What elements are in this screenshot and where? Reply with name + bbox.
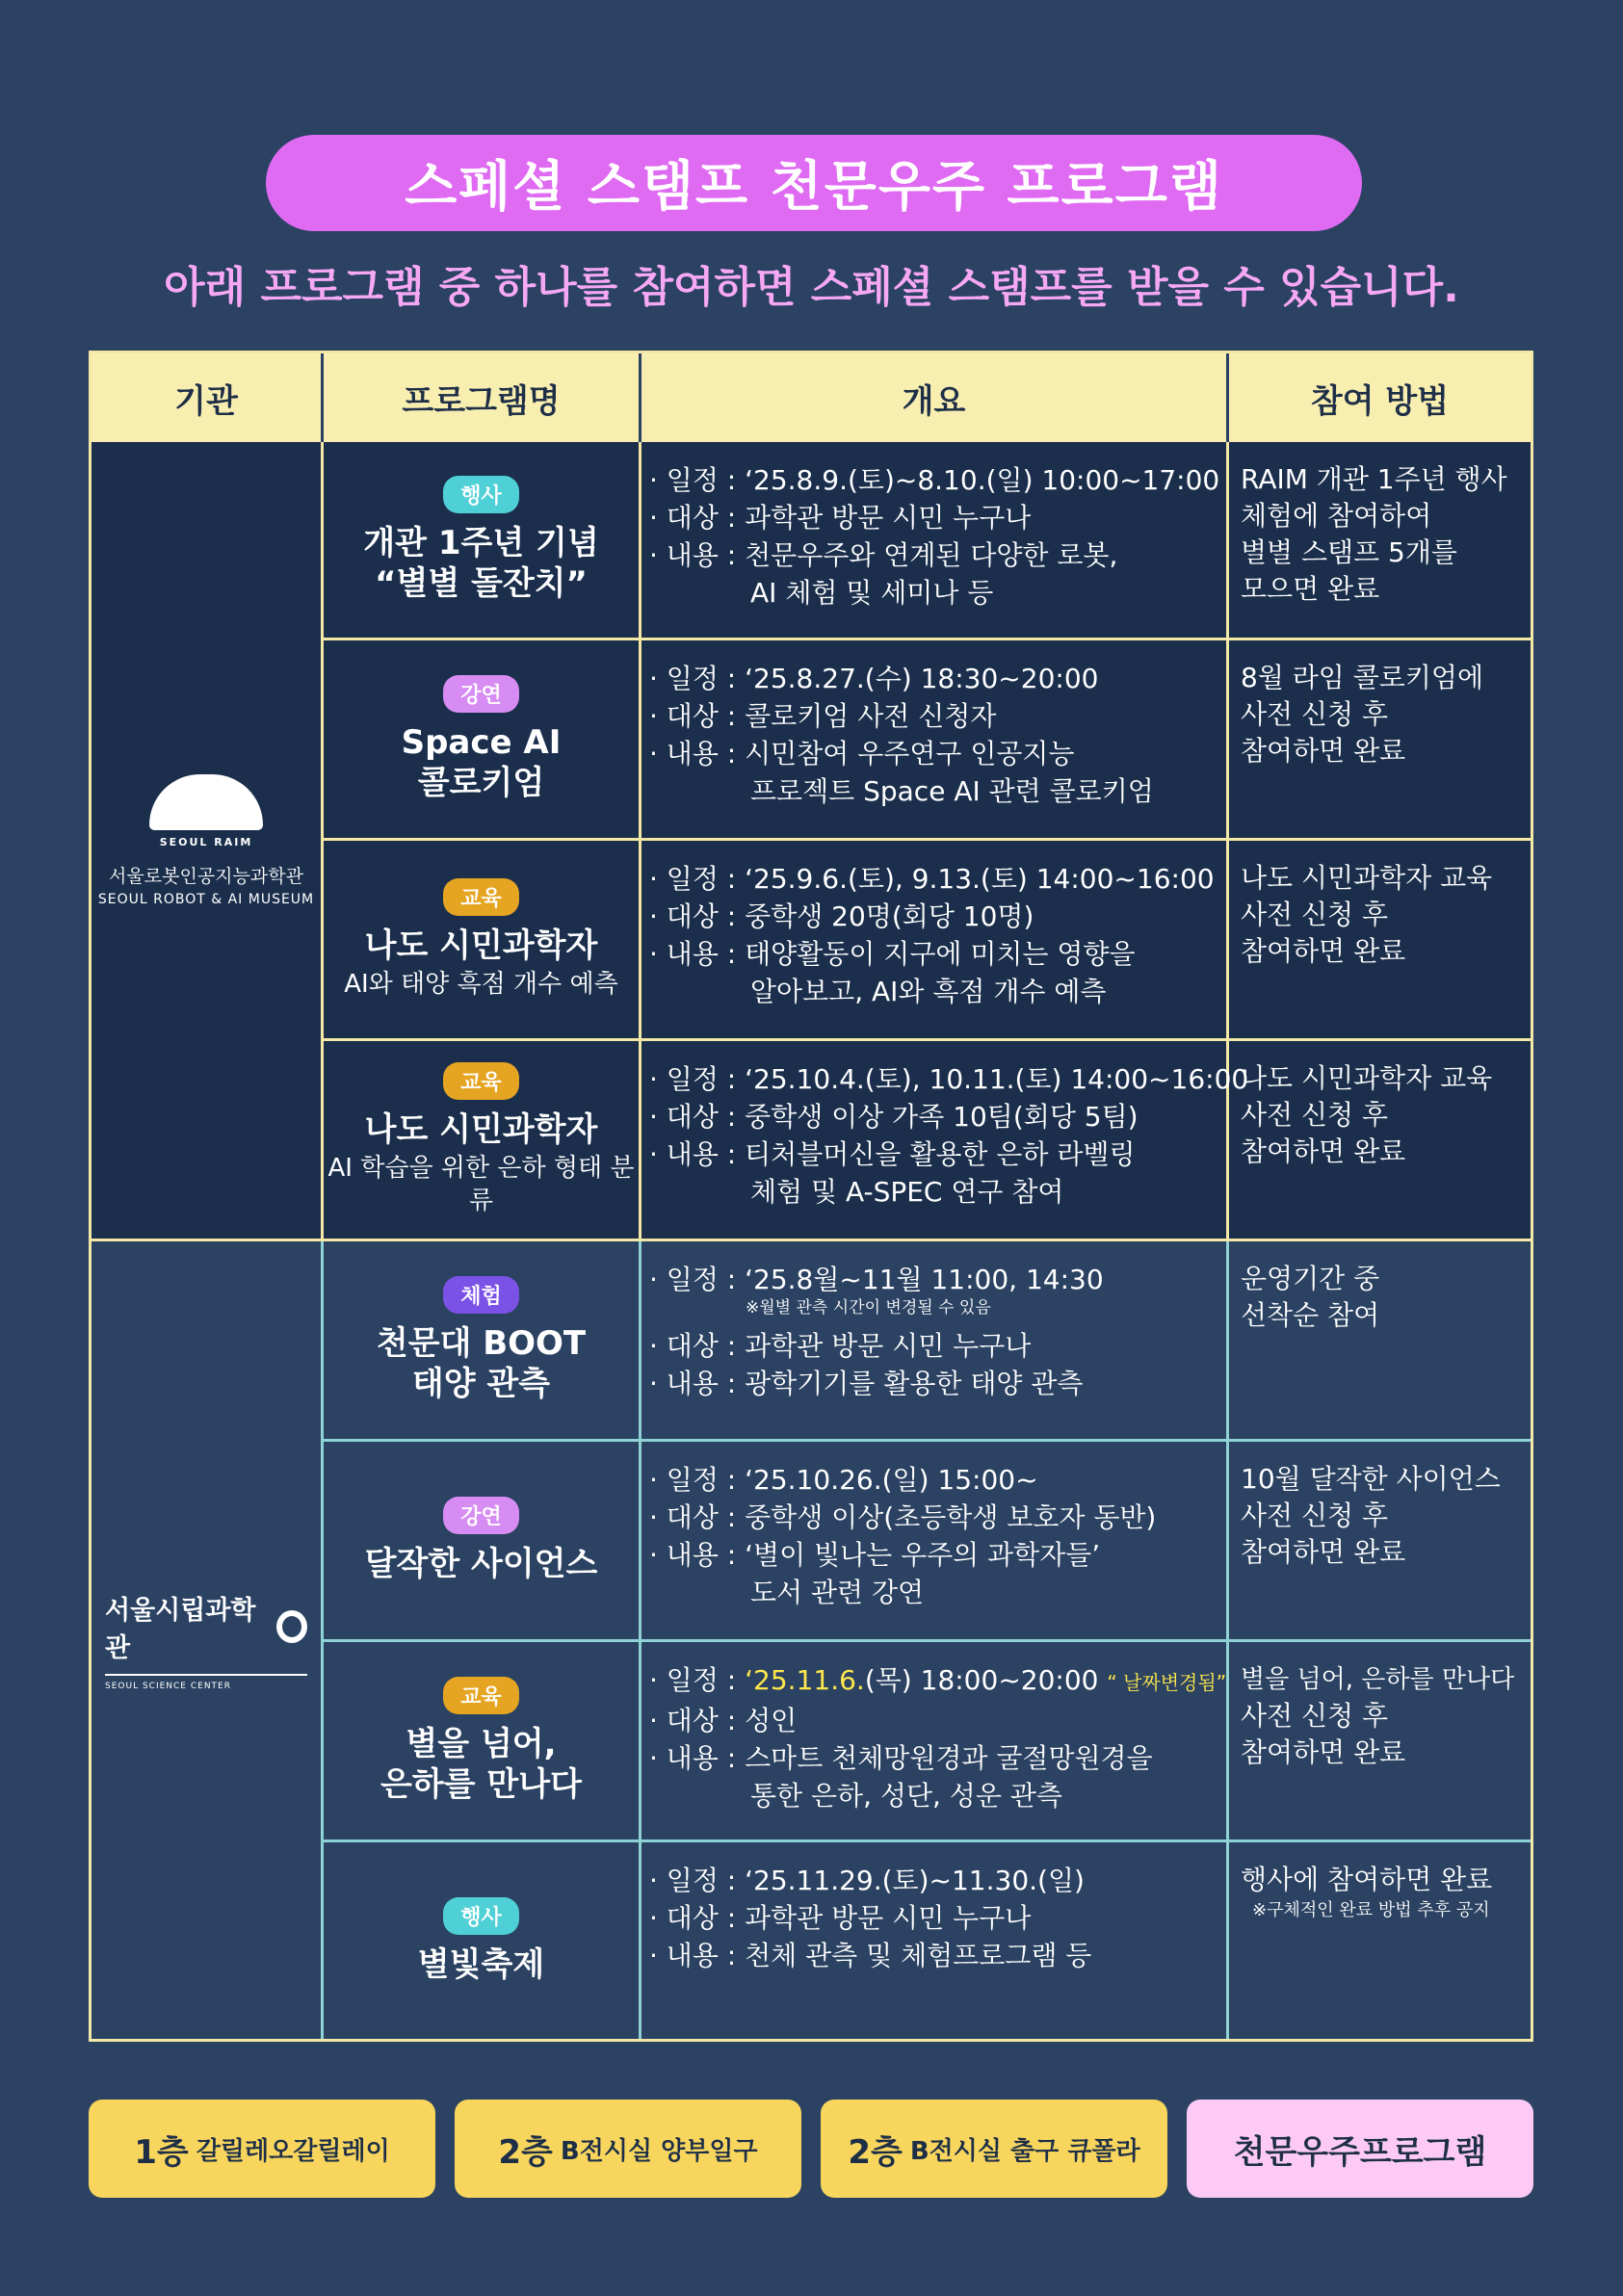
badge-event: 행사 [443, 1897, 519, 1935]
program-name-cell [324, 1642, 641, 1839]
overview-cell [641, 1842, 1229, 2039]
overview-cell [641, 1041, 1249, 1239]
table-row [324, 841, 1531, 1041]
detail-line: · 대상 : 과학관 방문 시민 누구나 [649, 502, 1032, 534]
badge-edu: 교육 [443, 878, 519, 916]
detail-line: · 일정 : ‘25.10.4.(토), 10.11.(토) 14:00~16:00 [649, 1063, 1249, 1095]
overview-cell [641, 1642, 1229, 1839]
date-highlight: ‘25.11.6. [745, 1664, 865, 1696]
program-name: 나도 시민과학자 [364, 926, 598, 965]
method-cell [1229, 1642, 1531, 1839]
method-line: 8월 라임 콜로키엄에 [1241, 662, 1484, 693]
method-line: 참여하면 완료 [1241, 935, 1406, 967]
detail-note: ※월별 관측 시간이 변경될 수 있음 [746, 1298, 991, 1318]
program-name-cell [324, 1041, 641, 1239]
badge-lecture: 강연 [443, 1497, 519, 1534]
header-overview: 개요 [641, 353, 1229, 442]
program-name: 별을 넘어, [406, 1725, 557, 1763]
method-line: 나도 시민과학자 교육 [1241, 862, 1493, 894]
table-row [324, 1241, 1531, 1442]
floor-label: 2층 [848, 2132, 903, 2172]
detail-line: · 일정 : ‘25.8.27.(수) 18:30~20:00 [649, 663, 1099, 694]
stamp-location-2f-angbuilgu[interactable] [455, 2100, 801, 2198]
method-line: 참여하면 완료 [1241, 735, 1406, 767]
method-line: 참여하면 완료 [1241, 1536, 1406, 1568]
header-method: 참여 방법 [1310, 381, 1450, 421]
floor-label: 2층 [498, 2132, 553, 2172]
institution-cell-raim [92, 442, 324, 1239]
detail-line: · 내용 : 스마트 천체망원경과 굴절망원경을 [649, 1742, 1153, 1774]
stamp-location-2f-cupola[interactable] [821, 2100, 1167, 2198]
header-program: 프로그램명 [324, 353, 641, 442]
dome-icon [149, 774, 263, 830]
method-line: 참여하면 완료 [1241, 1736, 1406, 1768]
program-name-cell [324, 442, 641, 638]
overview-cell [641, 1442, 1229, 1639]
program-name: Space AI [401, 723, 562, 762]
program-name-cell [324, 1442, 641, 1639]
program-name-cell [324, 640, 641, 838]
page-title: 스페셜 스탬프 천문우주 프로그램 [266, 135, 1362, 231]
program-name: 달작한 사이언스 [364, 1545, 598, 1583]
institution-cell-ssc [92, 1241, 324, 2039]
detail-line: 체험 및 A-SPEC 연구 참여 [750, 1176, 1064, 1208]
method-line: 별별 스탬프 5개를 [1241, 536, 1457, 568]
floor-label: 1층 [134, 2132, 189, 2172]
ssc-name: 서울시립과학관 [105, 1596, 256, 1663]
badge-edu: 교육 [443, 1677, 519, 1714]
method-line: RAIM 개관 1주년 행사 [1241, 463, 1507, 495]
method-line: 사전 신청 후 [1241, 1700, 1389, 1732]
place-label: 천문우주프로그램 [1233, 2132, 1487, 2172]
badge-experience: 체험 [443, 1276, 519, 1314]
detail-line: 프로젝트 Space AI 관련 콜로키엄 [750, 775, 1154, 807]
method-line: 10월 달작한 사이언스 [1241, 1463, 1501, 1495]
program-name: 별빛축제 [417, 1944, 545, 1984]
detail-line: AI 체험 및 세미나 등 [750, 577, 994, 609]
method-line: 나도 시민과학자 교육 [1241, 1062, 1493, 1094]
detail-line: · 일정 : ‘25.10.26.(일) 15:00~ [649, 1464, 1038, 1496]
program-name-cell [324, 1842, 641, 2039]
raim-name-en: SEOUL ROBOT & AI MUSEUM [97, 891, 315, 907]
detail-line-date [649, 1661, 1227, 1702]
method-cell [1229, 640, 1531, 838]
program-name: 개관 1주년 기념 [363, 524, 599, 562]
table-header [92, 353, 1531, 442]
program-subname: AI 학습을 위한 은하 형태 분류 [327, 1154, 635, 1215]
table-row [324, 1842, 1531, 2039]
badge-lecture: 강연 [443, 675, 519, 713]
overview-cell [641, 442, 1229, 638]
program-subname: AI와 태양 흑점 개수 예측 [344, 970, 618, 999]
method-line: 별을 넘어, 은하를 만나다 [1241, 1665, 1515, 1694]
program-name: 천문대 BOOT [376, 1324, 587, 1363]
program-name: “별별 돌잔치” [375, 564, 588, 603]
method-line: 참여하면 완료 [1241, 1135, 1406, 1167]
program-table [89, 351, 1533, 2042]
table-row [324, 442, 1531, 640]
detail-line: · 내용 : 천체 관측 및 체험프로그램 등 [649, 1940, 1092, 1971]
method-line: 운영기간 중 [1241, 1263, 1380, 1294]
ssc-name-en: SEOUL SCIENCE CENTER [105, 1682, 231, 1691]
detail-line: · 일정 : ‘25.8월~11월 11:00, 14:30 [649, 1264, 1104, 1295]
header-institution: 기관 [92, 353, 324, 442]
stamp-location-astronomy-program[interactable] [1187, 2100, 1533, 2198]
detail-line: 통한 은하, 성단, 성운 관측 [750, 1780, 1062, 1812]
method-line: 모으면 완료 [1241, 573, 1380, 605]
program-name: 콜로키엄 [417, 764, 545, 802]
table-row [324, 640, 1531, 841]
stamp-location-1f-galileo[interactable] [89, 2100, 435, 2198]
institution-group-raim [92, 442, 1531, 1241]
detail-line: · 대상 : 중학생 이상 가족 10팀(회당 5팀) [649, 1101, 1139, 1133]
ring-icon [276, 1610, 307, 1643]
detail-line: · 대상 : 과학관 방문 시민 누구나 [649, 1902, 1032, 1934]
program-name-cell [324, 1241, 641, 1439]
date-rest: (목) 18:00~20:00 [864, 1664, 1099, 1696]
method-line: 사전 신청 후 [1241, 1500, 1389, 1531]
ssc-logo [105, 1589, 307, 1691]
method-cell [1229, 1442, 1531, 1639]
place-label: 갈릴레오갈릴레이 [196, 2136, 390, 2166]
program-name: 태양 관측 [411, 1365, 551, 1403]
method-line: 행사에 참여하면 완료 [1241, 1864, 1493, 1895]
place-label: B전시실 양부일구 [560, 2136, 758, 2166]
overview-cell [641, 1241, 1229, 1439]
table-row [324, 1642, 1531, 1842]
page-subtitle: 아래 프로그램 중 하나를 참여하면 스페셜 스탬프를 받을 수 있습니다. [164, 263, 1459, 312]
badge-event: 행사 [443, 476, 519, 513]
detail-line: · 일정 : ‘25.9.6.(토), 9.13.(토) 14:00~16:00 [649, 863, 1215, 895]
detail-line: · 대상 : 중학생 이상(초등학생 보호자 동반) [649, 1501, 1157, 1533]
detail-line: · 일정 : ‘25.11.29.(토)~11.30.(일) [649, 1865, 1085, 1896]
ssc-logo-divider [105, 1674, 307, 1676]
method-line: 사전 신청 후 [1241, 899, 1389, 930]
detail-line: · 내용 : 티처블머신을 활용한 은하 라벨링 [649, 1138, 1136, 1170]
place-label: B전시실 출구 큐폴라 [909, 2136, 1140, 2166]
detail-line: · 내용 : 천문우주와 연계된 다양한 로봇, [649, 539, 1118, 571]
method-note: ※구체적인 완료 방법 추후 공지 [1252, 1900, 1490, 1920]
detail-line: · 내용 : 광학기기를 활용한 태양 관측 [649, 1368, 1084, 1399]
raim-name: 서울로봇인공지능과학관 [109, 865, 303, 887]
method-line: 체험에 참여하여 [1241, 500, 1432, 532]
table-row [324, 1442, 1531, 1642]
method-cell [1229, 841, 1531, 1038]
raim-logo-tag: SEOUL RAIM [159, 835, 253, 848]
method-line: 사전 신청 후 [1241, 698, 1389, 730]
raim-logo [98, 774, 314, 907]
date-changed-label: “ 날짜변경됨” [1107, 1671, 1227, 1694]
detail-line: · 대상 : 중학생 20명(회당 10명) [649, 900, 1034, 932]
program-name-cell [324, 841, 641, 1038]
detail-line: · 대상 : 과학관 방문 시민 누구나 [649, 1330, 1032, 1362]
overview-cell [641, 640, 1229, 838]
program-name: 나도 시민과학자 [364, 1110, 598, 1149]
method-cell [1229, 1041, 1531, 1239]
detail-line: · 내용 : 태양활동이 지구에 미치는 영향을 [649, 938, 1136, 970]
program-name: 은하를 만나다 [380, 1765, 582, 1804]
detail-line: 도서 관련 강연 [750, 1577, 925, 1608]
overview-cell [641, 841, 1229, 1038]
date-prefix: · 일정 : [649, 1664, 746, 1696]
detail-line: · 대상 : 성인 [649, 1705, 798, 1736]
badge-edu: 교육 [443, 1062, 519, 1100]
method-line: 선착순 참여 [1241, 1299, 1380, 1331]
detail-line: · 내용 : 시민참여 우주연구 인공지능 [649, 738, 1075, 770]
table-row [324, 1041, 1531, 1239]
method-cell [1229, 1241, 1531, 1439]
institution-group-ssc [92, 1241, 1531, 2039]
method-line: 사전 신청 후 [1241, 1099, 1389, 1131]
method-cell [1229, 1842, 1531, 2039]
stamp-location-bar [89, 2100, 1533, 2198]
detail-line: 알아보고, AI와 흑점 개수 예측 [750, 976, 1107, 1007]
detail-line: · 일정 : ‘25.8.9.(토)~8.10.(일) 10:00~17:00 [649, 464, 1220, 496]
detail-line: · 내용 : ‘별이 빛나는 우주의 과학자들’ [649, 1539, 1101, 1571]
detail-line: · 대상 : 콜로키엄 사전 신청자 [649, 700, 997, 732]
method-cell [1229, 442, 1531, 638]
